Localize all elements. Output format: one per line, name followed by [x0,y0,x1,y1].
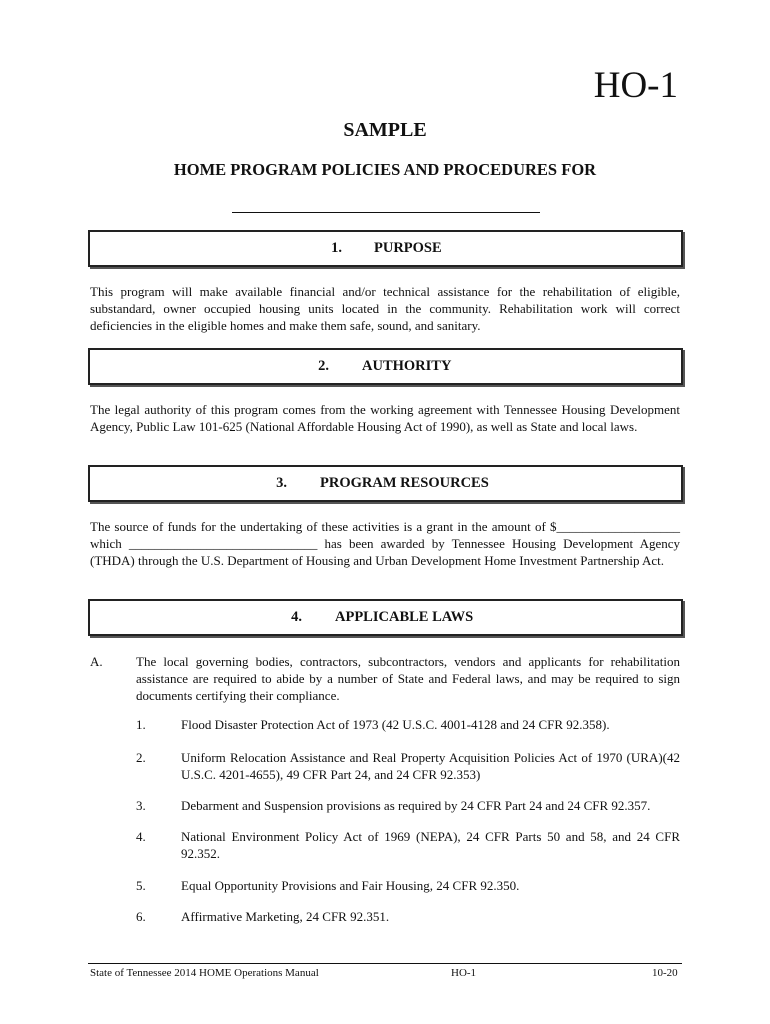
law-item: Affirmative Marketing, 24 CFR 92.351. [181,909,390,924]
sample-title: SAMPLE [343,119,427,141]
law-item: Equal Opportunity Provisions and Fair Housing, 24 CFR 92.350. [181,878,520,893]
footer-page-code: HO-1 [451,967,477,979]
law-number: 1. [136,717,146,732]
purpose-paragraph: This program will make available financial and/or technical assistance for the rehabilitation of eligible, substandard, owner occupied housing units located in the community. Rehabilitation work will correct deficiencies in the eligible homes and make them safe, sound, and sanitary. [90,284,680,333]
law-number: 4. [136,829,146,844]
section-header-program-resources [88,465,683,502]
law-number: 6. [136,909,146,924]
program-resources-paragraph: The source of funds for the undertaking of these activities is a grant in the amount of $___________________ which _____________________________ has been awarded by Tennessee Housing Development Agency (THDA) through the U.S. Department of Housing and Urban Development Home Investment Partnership Act. [90,519,680,568]
section-number: 1. [331,240,342,256]
section-header-applicable-laws [88,599,683,636]
applicable-laws-intro: The local governing bodies, contractors, subcontractors, vendors and applicants for rehabilitation assistance are required to abide by a number of State and Federal laws, and may be required to sign documents certifying their compliance. [136,654,680,703]
document-subtitle: HOME PROGRAM POLICIES AND PROCEDURES FOR [173,160,597,179]
section-title: PURPOSE [374,240,442,256]
section-header-purpose [88,230,683,267]
section-header-authority [88,348,683,385]
law-number: 3. [136,798,146,813]
footer-page-number: 10-20 [652,967,678,979]
law-item: Uniform Relocation Assistance and Real Property Acquisition Policies Act of 1970 (URA)(42 U.S.C. 4201-4655), 49 CFR Part 24, and 24 CFR 92.353) [181,750,680,782]
section-number: 3. [276,475,287,491]
document-code: HO-1 [593,65,678,106]
name-blank-line [232,212,540,213]
footer-manual-title: State of Tennessee 2014 HOME Operations Manual [90,967,319,979]
item-letter: A. [90,654,103,669]
law-number: 5. [136,878,146,893]
section-title: AUTHORITY [362,358,452,374]
law-item: Flood Disaster Protection Act of 1973 (42 U.S.C. 4001-4128 and 24 CFR 92.358). [181,717,610,732]
law-number: 2. [136,750,146,765]
footer-rule [88,963,682,964]
section-title: APPLICABLE LAWS [335,609,474,625]
section-title: PROGRAM RESOURCES [320,475,489,491]
authority-paragraph: The legal authority of this program comes from the working agreement with Tennessee Housing Development Agency, Public Law 101-625 (National Affordable Housing Act of 1990), as well as State and local laws. [90,402,680,434]
law-item: Debarment and Suspension provisions as required by 24 CFR Part 24 and 24 CFR 92.357. [181,798,651,813]
section-number: 4. [291,609,302,625]
section-number: 2. [318,358,329,374]
law-item: National Environment Policy Act of 1969 (NEPA), 24 CFR Parts 50 and 58, and 24 CFR 92.352. [181,829,680,861]
